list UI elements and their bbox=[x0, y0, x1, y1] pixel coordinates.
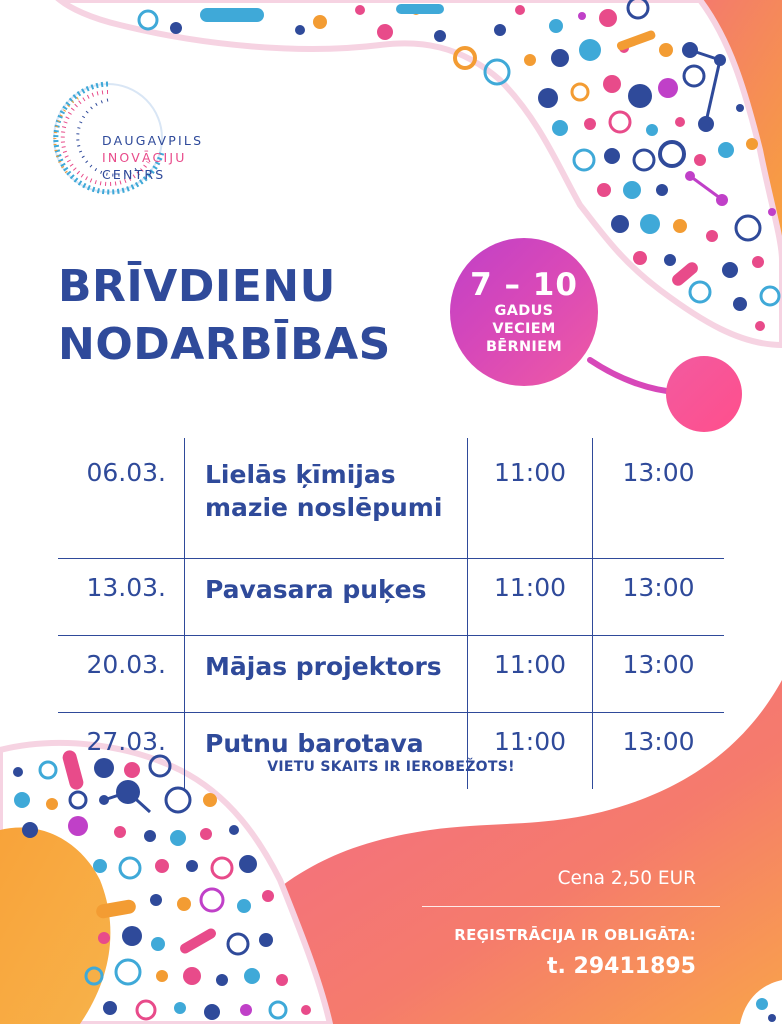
title-line-1: BRĪVDIENU bbox=[58, 261, 336, 312]
logo-line-1: DAUGAVPILS bbox=[102, 133, 204, 148]
activity-cell bbox=[185, 559, 468, 636]
table-row bbox=[58, 713, 724, 790]
time-cell-2: 13:00 bbox=[622, 458, 695, 487]
title-line-2: NODARBĪBAS bbox=[58, 319, 391, 370]
logo-text bbox=[102, 132, 203, 183]
divider bbox=[422, 906, 720, 907]
date-cell: 06.03. bbox=[58, 438, 185, 559]
time-cell-1: 11:00 bbox=[468, 636, 593, 713]
logo-line-3: CENTRS bbox=[102, 167, 166, 182]
limited-seats-notice: VIETU SKAITS IR IEROBEŽOTS! bbox=[267, 759, 515, 775]
badge-line-3: BĒRNIEM bbox=[485, 339, 563, 355]
activity-cell bbox=[185, 636, 468, 713]
age-range: 7 – 10 bbox=[470, 267, 578, 303]
activity-name-line-1: Lielās ķīmijas bbox=[205, 460, 396, 489]
badge-line-2: VECIEM bbox=[492, 321, 556, 337]
activity-name-line-1: Pavasara puķes bbox=[205, 575, 427, 604]
activity-name-line-1: Putnu barotava bbox=[205, 729, 424, 758]
phone-number: t. 29411895 bbox=[547, 954, 696, 979]
time-cell-1: 11:00 bbox=[468, 438, 593, 559]
activity-name-line-2: mazie noslēpumi bbox=[205, 493, 443, 522]
time-cell-1: 11:00 bbox=[468, 559, 593, 636]
badge-connector bbox=[590, 360, 676, 392]
badge-dot bbox=[666, 356, 742, 432]
table-row bbox=[58, 636, 724, 713]
registration-text: REĢISTRĀCIJA IR OBLIGĀTA: bbox=[454, 926, 696, 944]
schedule-table bbox=[58, 438, 724, 789]
page-title bbox=[58, 258, 391, 374]
activity-cell bbox=[185, 438, 468, 559]
badge-line-1: GADUS bbox=[494, 303, 554, 319]
date-cell: 20.03. bbox=[58, 636, 185, 713]
activity-name-line-1: Mājas projektors bbox=[205, 652, 442, 681]
table-row bbox=[58, 438, 724, 559]
time-cell-2: 13:00 bbox=[593, 713, 725, 790]
time-cell-1: 11:00 bbox=[468, 713, 593, 790]
date-cell: 13.03. bbox=[58, 559, 185, 636]
price-text: Cena 2,50 EUR bbox=[557, 868, 696, 889]
time-cell-2: 13:00 bbox=[593, 636, 725, 713]
age-badge bbox=[450, 238, 598, 386]
logo-line-2: INOVĀCIJU bbox=[102, 150, 187, 165]
time-cell-2: 13:00 bbox=[593, 559, 725, 636]
date-cell: 27.03. bbox=[58, 713, 185, 790]
table-row bbox=[58, 559, 724, 636]
activity-cell bbox=[185, 713, 468, 790]
